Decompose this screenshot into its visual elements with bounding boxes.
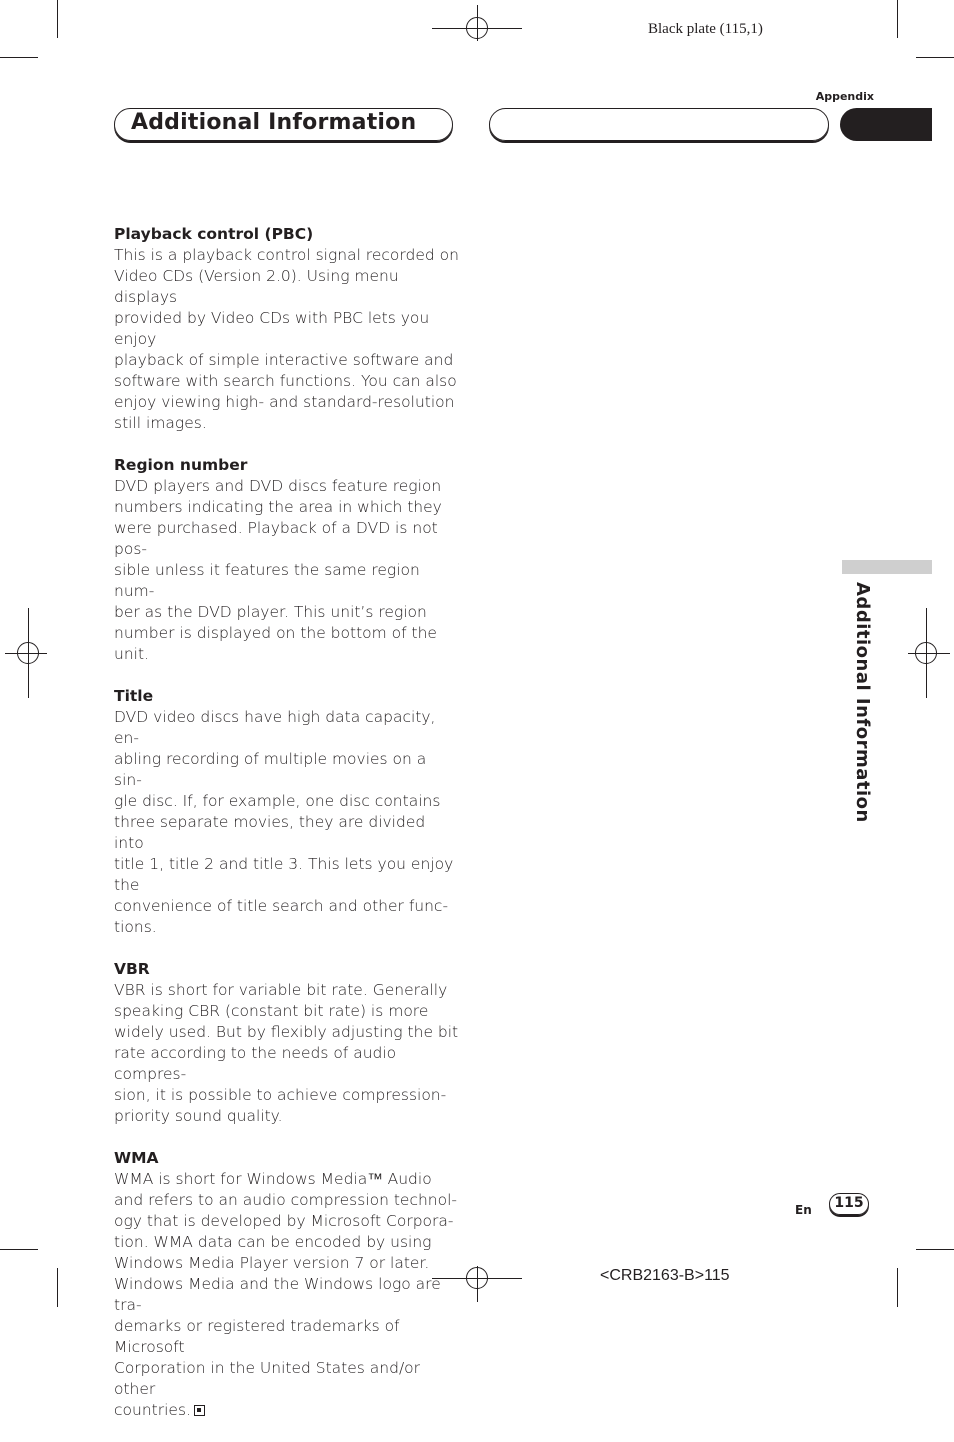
text-line: VBR is short for variable bit rate. Generally xyxy=(114,981,448,999)
section-body xyxy=(114,1169,459,1421)
text-line: playback of simple interactive software and xyxy=(114,351,454,369)
text-line: ber as the DVD player. This unit’s region xyxy=(114,603,427,621)
text-line: three separate movies, they are divided into xyxy=(114,813,426,852)
section-title: Additional Information xyxy=(131,110,417,135)
section-body xyxy=(114,980,459,1127)
section-wma xyxy=(114,1148,459,1421)
text-line: abling recording of multiple movies on a sin- xyxy=(114,750,427,789)
document-code: <CRB2163-B>115 xyxy=(600,1267,730,1284)
text-line: numbers indicating the area in which they xyxy=(114,498,442,516)
text-line: speaking CBR (constant bit rate) is more xyxy=(114,1002,429,1020)
side-section-label: Additional Information xyxy=(852,582,873,823)
text-line: sible unless it features the same region num- xyxy=(114,561,420,600)
text-line: provided by Video CDs with PBC lets you enjoy xyxy=(114,309,430,348)
text-line: gle disc. If, for example, one disc contains xyxy=(114,792,441,810)
text-line: enjoy viewing high- and standard-resolution xyxy=(114,393,455,411)
text-line: sion, it is possible to achieve compression- xyxy=(114,1086,447,1104)
text-line: widely used. But by flexibly adjusting the bit xyxy=(114,1023,459,1041)
section-heading: WMA xyxy=(114,1149,159,1167)
main-content xyxy=(114,224,459,1442)
text-line: Windows Media and the Windows logo are tra- xyxy=(114,1275,441,1314)
text-line: convenience of title search and other func- xyxy=(114,897,449,915)
text-line: tion. WMA data can be encoded by using xyxy=(114,1233,432,1251)
section-vbr xyxy=(114,959,459,1127)
text-line: number is displayed on the bottom of the unit. xyxy=(114,624,437,663)
end-of-section-icon xyxy=(194,1405,205,1416)
language-label: En xyxy=(795,1203,812,1217)
text-line: DVD players and DVD discs feature region xyxy=(114,477,442,495)
section-heading: Title xyxy=(114,687,154,705)
header-right-frame xyxy=(489,108,829,141)
text-line: DVD video discs have high data capacity, en- xyxy=(114,708,436,747)
plate-label: Black plate (115,1) xyxy=(648,21,763,37)
section-body xyxy=(114,245,459,434)
text-line: ogy that is developed by Microsoft Corpora- xyxy=(114,1212,454,1230)
appendix-label: Appendix xyxy=(815,90,874,103)
text-line: priority sound quality. xyxy=(114,1107,283,1125)
section-heading: VBR xyxy=(114,960,150,978)
text-line: rate according to the needs of audio compres- xyxy=(114,1044,397,1083)
text-line: Corporation in the United States and/or other xyxy=(114,1359,421,1398)
section-body xyxy=(114,707,459,938)
section-title-term xyxy=(114,686,459,938)
text-line: This is a playback control signal recorded on xyxy=(114,246,459,264)
section-region-number xyxy=(114,455,459,665)
section-pbc xyxy=(114,224,459,434)
section-heading: Region number xyxy=(114,456,248,474)
text-line: title 1, title 2 and title 3. This lets you enjoy the xyxy=(114,855,454,894)
text-line: Video CDs (Version 2.0). Using menu displays xyxy=(114,267,399,306)
text-line-last xyxy=(114,1400,459,1421)
section-heading: Playback control (PBC) xyxy=(114,225,314,243)
chapter-tab xyxy=(840,108,932,141)
text-line: demarks or registered trademarks of Microsoft xyxy=(114,1317,400,1356)
side-tab-marker xyxy=(842,560,932,574)
page-number: 115 xyxy=(829,1193,869,1215)
text-line: were purchased. Playback of a DVD is not pos- xyxy=(114,519,438,558)
section-body xyxy=(114,476,459,665)
text-line: still images. xyxy=(114,414,207,432)
text-line: WMA is short for Windows Media™ Audio xyxy=(114,1170,432,1188)
text-line: tions. xyxy=(114,918,157,936)
text-line: software with search functions. You can also xyxy=(114,372,457,390)
text-line: Windows Media Player version 7 or later. xyxy=(114,1254,430,1272)
text-line: countries. xyxy=(114,1401,191,1419)
text-line: and refers to an audio compression technol- xyxy=(114,1191,458,1209)
